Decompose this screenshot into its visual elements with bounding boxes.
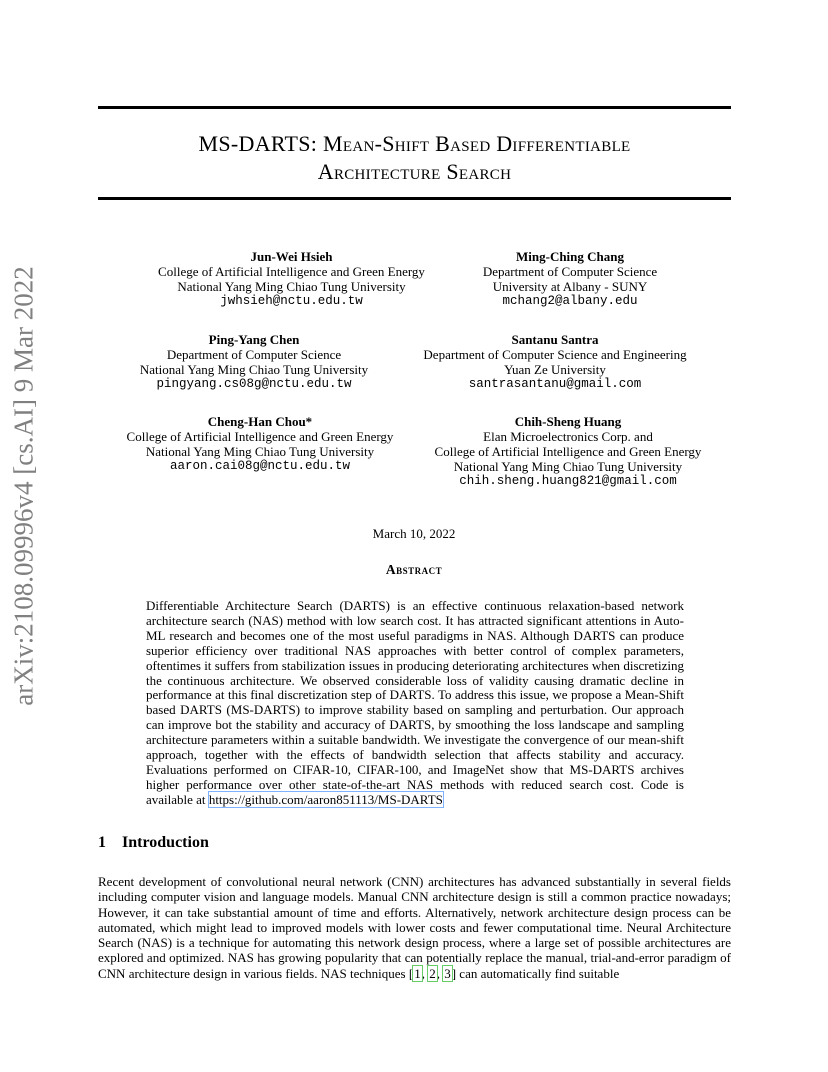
author-affiliation: National Yang Ming Chiao Tung University <box>145 444 375 459</box>
author-block <box>110 414 410 474</box>
title-rule-top <box>98 106 731 109</box>
section-title: Introduction <box>122 834 209 851</box>
author-affiliation: National Yang Ming Chiao Tung University <box>453 459 683 474</box>
author-affiliation: College of Artificial Intelligence and Green Energy <box>434 444 702 459</box>
author-block <box>126 332 382 392</box>
section-heading <box>98 834 209 852</box>
author-email: pingyang.cs08g@nctu.edu.tw <box>156 377 352 391</box>
author-name: Cheng-Han Chou* <box>207 414 313 429</box>
author-block <box>140 249 443 309</box>
arxiv-stamp-text: arXiv:2108.09996v4 [cs.AI] 9 Mar 2022 <box>8 266 39 706</box>
author-affiliation: Elan Microelectronics Corp. and <box>483 429 653 444</box>
author-affiliation: National Yang Ming Chiao Tung University <box>139 362 369 377</box>
author-name: Chih-Sheng Huang <box>514 414 622 429</box>
author-name: Ming-Ching Chang <box>516 249 624 264</box>
author-affiliation: Department of Computer Science and Engineering <box>423 347 687 362</box>
abstract-text: Differentiable Architecture Search (DARTS) is an effective continuous relaxation-based network architecture search (NAS) method with low search cost. It has attracted significant attentions in Auto-ML research and becomes one of the most useful paradigms in NAS. Although DARTS can produce superior efficiency over traditional NAS approaches with better control of complex parameters, oftentimes it suffers from stabilization issues in producing deteriorating architectures when discretizing the continuous architecture. We observed considerable loss of validity causing dramatic decline in performance at this final discretization step of DARTS. To address this issue, we propose a Mean-Shift based DARTS (MS-DARTS) to improve stability based on sampling and perturbation. Our approach can improve bot the stability and accuracy of DARTS, by smoothing the loss landscape and sampling architecture parameters within a suitable bandwidth. We investigate the convergence of our mean-shift approach, together with the effects of bandwidth selection that affects stability and accuracy. Evaluations performed on CIFAR-10, CIFAR-100, and ImageNet show that MS-DARTS archives higher performance over other state-of-the-art NAS methods with reduced search cost. Code is available at <box>146 598 684 807</box>
author-email: aaron.cai08g@nctu.edu.tw <box>169 459 351 473</box>
author-block <box>418 414 718 489</box>
author-affiliation: College of Artificial Intelligence and Green Energy <box>158 264 425 279</box>
author-email: santrasantanu@gmail.com <box>468 377 642 391</box>
publication-date: March 10, 2022 <box>372 526 456 541</box>
code-link[interactable]: https://github.com/aaron851113/MS-DARTS <box>208 791 443 807</box>
author-email: jwhsieh@nctu.edu.tw <box>220 294 363 308</box>
author-affiliation: Yuan Ze University <box>504 362 606 377</box>
paper-title-line2: Architecture Search <box>317 159 512 184</box>
arxiv-stamp <box>4 266 44 706</box>
author-block <box>414 332 696 392</box>
author-email: chih.sheng.huang821@gmail.com <box>459 474 677 488</box>
author-affiliation: College of Artificial Intelligence and Green Energy <box>126 429 394 444</box>
author-block <box>470 249 670 309</box>
author-affiliation: National Yang Ming Chiao Tung University <box>177 279 406 294</box>
author-name: Jun-Wei Hsieh <box>250 249 333 264</box>
author-email: mchang2@albany.edu <box>502 294 638 308</box>
intro-text: Recent development of convolutional neural network (CNN) architectures has advanced substantially in several fields including computer vision and language models. Manual CNN architecture design is still a common practice nowadays; However, it can take substantial amount of time and efforts. Alternatively, network architecture design process can be automated, which might lead to improved models with lower costs and fewer computational time. Neural Architecture Search (NAS) is a technique for automating this network design process, where a large set of possible architectures are explored and optimized. NAS has growing popularity that can potentially replace the manual, trial-and-error paradigm of CNN architecture design in various fields. NAS techniques <box>98 874 731 981</box>
author-affiliation: Department of Computer Science <box>166 347 342 362</box>
intro-tail: can automatically find suitable <box>459 965 620 981</box>
citation-link[interactable]: 1 <box>414 965 421 981</box>
paper-title-line1: MS-DARTS: Mean-Shift Based Differentiable <box>198 131 631 156</box>
author-affiliation: University at Albany - SUNY <box>492 279 648 294</box>
section-number: 1 <box>98 834 106 851</box>
abstract-body <box>146 599 684 808</box>
citation-link[interactable]: 3 <box>444 965 451 981</box>
author-name: Santanu Santra <box>511 332 599 347</box>
intro-paragraph: Recent development of convolutional neural network (CNN) architectures has advanced substantially in several fields including computer vision and language models. Manual CNN architecture design is still a common practice nowadays; However, it can take substantial amount of time and efforts. Alternatively, network architecture design process can be automated, which might lead to improved models with lower costs and fewer computational time. Neural Architecture Search (NAS) is a technique for automating this network design process, where a large set of possible architectures are explored and optimized. NAS has growing popularity that can potentially replace the manual, trial-and-error paradigm of CNN architecture design in various fields. NAS techniques [1, 2, 3] can automatically find suitable <box>98 874 731 981</box>
title-rule-bottom <box>98 197 731 200</box>
abstract-heading: Abstract <box>385 562 443 577</box>
author-affiliation: Department of Computer Science <box>482 264 658 279</box>
citation-link[interactable]: 2 <box>429 965 436 981</box>
author-name: Ping-Yang Chen <box>208 332 300 347</box>
